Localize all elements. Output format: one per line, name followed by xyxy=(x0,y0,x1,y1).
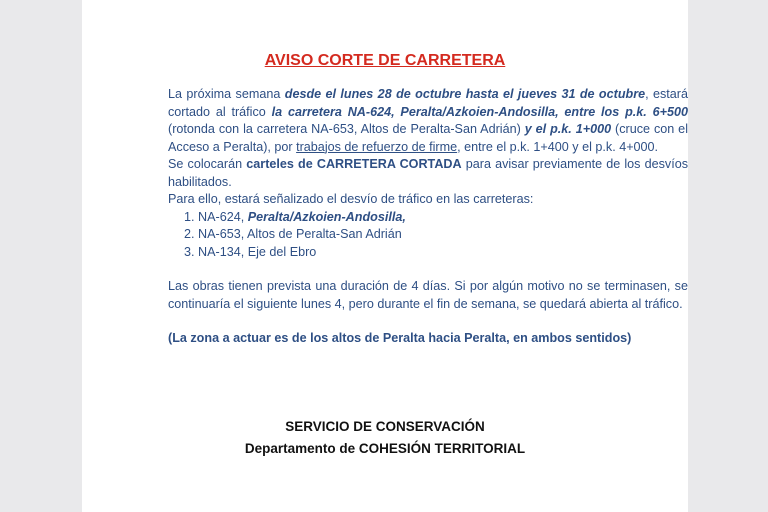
list-item xyxy=(198,226,688,244)
signature-block xyxy=(82,416,688,460)
service-name: SERVICIO DE CONSERVACIÓN xyxy=(285,419,485,434)
text-run: Se colocarán xyxy=(168,157,247,171)
list-item-text: NA-134, Eje del Ebro xyxy=(198,244,317,259)
document-page xyxy=(82,0,688,512)
signs-highlight: carteles de CARRETERA CORTADA xyxy=(246,157,462,171)
department-name: Departamento de COHESIÓN TERRITORIAL xyxy=(244,441,526,456)
list-item xyxy=(198,244,688,262)
paragraph-detour: Para ello, estará señalizado el desvío de tráfico en las carreteras: xyxy=(168,192,534,206)
detour-road-list xyxy=(168,209,688,262)
text-run: (rotonda con la carretera NA-653, Altos de Peralta-San Adrián) xyxy=(168,122,525,136)
works-underlined: trabajos de refuerzo de firme xyxy=(296,139,458,154)
list-item-text: NA-653, Altos de Peralta-San Adrián xyxy=(198,227,402,241)
zone-note: (La zona a actuar es de los altos de Peralta hacia Peralta, en ambos sentidos) xyxy=(168,331,632,345)
list-item-highlight: Peralta/Azkoien-Andosilla, xyxy=(247,209,406,224)
notice-body xyxy=(168,86,688,348)
pk-highlight: y el p.k. 1+000 xyxy=(524,122,612,136)
list-item xyxy=(198,209,688,227)
text-run: , entre el p.k. 1+400 y el p.k. 4+000. xyxy=(457,139,659,154)
notice-title: AVISO CORTE DE CARRETERA xyxy=(264,52,506,69)
list-item-text: NA-624, xyxy=(198,209,248,224)
text-run: para avisar previamente de los desvíos habilitados. xyxy=(168,157,688,189)
road-highlight: la carretera NA-624, Peralta/Azkoien-Andosilla, entre los p.k. 6+500 xyxy=(271,104,688,119)
paragraph-duration: Las obras tienen prevista una duración de 4 días. Si por algún motivo no se terminasen, se continuaría el siguiente lunes 4, pero durante el fin de semana, se quedará abierta al tráfico. xyxy=(168,279,688,311)
text-run: (cruce con el Acceso a Peralta), por xyxy=(168,122,688,154)
paragraph-signs xyxy=(168,156,688,191)
text-run: La próxima semana xyxy=(168,87,285,101)
paragraph-dates xyxy=(168,86,688,156)
dates-highlight: desde el lunes 28 de octubre hasta el jueves 31 de octubre xyxy=(284,87,646,101)
text-run: , estará cortado al tráfico xyxy=(168,87,688,119)
